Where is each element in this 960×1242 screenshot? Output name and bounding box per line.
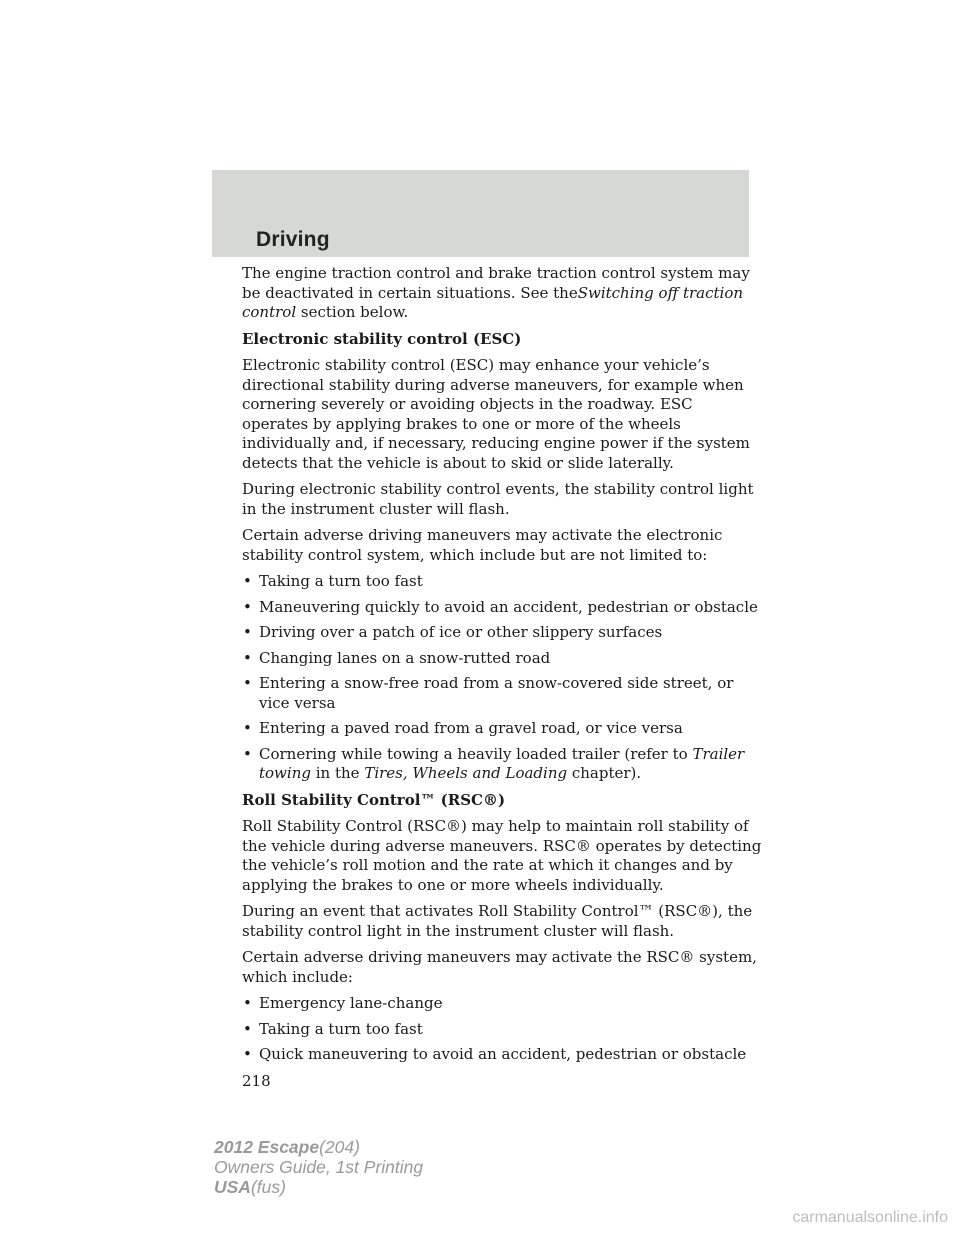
- trailer-towing-reference: Trailer towing: [259, 744, 745, 782]
- page-content: [242, 264, 762, 1091]
- esc-paragraph-3: Certain adverse driving maneuvers may activate the electronic stability control system, which include but are not limited to:: [242, 526, 723, 564]
- footer-market: USA: [214, 1177, 251, 1197]
- footer-model-code: (204): [319, 1137, 360, 1157]
- footer-line-3: [214, 1177, 423, 1197]
- footer-line-1: [214, 1137, 423, 1157]
- switching-off-reference: Switching off traction control: [242, 283, 744, 321]
- rsc-heading: Roll Stability Control™ (RSC®): [242, 790, 506, 809]
- rsc-paragraph-1: Roll Stability Control (RSC®) may help to maintain roll stability of the vehicle during adverse maneuvers. RSC® operates by detecting the vehicle’s roll motion and the rate at which it changes and by applying the brakes to one or more wheels individually.: [242, 817, 762, 894]
- intro-text-end: section below.: [300, 303, 409, 321]
- esc-heading: Electronic stability control (ESC): [242, 329, 522, 348]
- list-item: • Quick maneuvering to avoid an accident, pedestrian or obstacle: [242, 1045, 762, 1065]
- esc-paragraph-1: Electronic stability control (ESC) may enhance your vehicle’s directional stability during adverse maneuvers, for example when cornering severely or avoiding objects in the roadway. ESC operates by applying brakes to one or more of the wheels individually and, if necessary, reducing engine power if the system detects that the vehicle is about to skid or slide laterally.: [242, 356, 750, 472]
- rsc-paragraph-3: Certain adverse driving maneuvers may activate the RSC® system, which include:: [242, 948, 757, 986]
- intro-text: The engine traction control and brake traction control system may be deactivated in certain situations. See the: [242, 264, 750, 302]
- list-item: • Taking a turn too fast: [242, 572, 762, 592]
- esc-bullet-list: [242, 572, 762, 784]
- list-item: [242, 745, 762, 784]
- rsc-bullet-list: [242, 994, 762, 1065]
- list-item: • Entering a paved road from a gravel road, or vice versa: [242, 719, 762, 739]
- footer-model: 2012 Escape: [214, 1137, 320, 1157]
- list-item: • Entering a snow-free road from a snow-covered side street, or vice versa: [242, 674, 762, 713]
- list-item: • Maneuvering quickly to avoid an accident, pedestrian or obstacle: [242, 598, 762, 618]
- esc-paragraph-2: During electronic stability control events, the stability control light in the instrument cluster will flash.: [242, 480, 754, 518]
- intro-paragraph: [242, 264, 762, 323]
- footer-market-code: (fus): [250, 1177, 286, 1197]
- list-item-text: chapter).: [571, 764, 642, 782]
- footer-line-2: Owners Guide, 1st Printing: [214, 1157, 424, 1177]
- list-item: • Taking a turn too fast: [242, 1020, 762, 1040]
- rsc-paragraph-2: During an event that activates Roll Stability Control™ (RSC®), the stability control light in the instrument cluster will flash.: [242, 902, 753, 940]
- print-footer: [214, 1137, 423, 1197]
- watermark-link[interactable]: carmanualsonline.info: [792, 1209, 948, 1226]
- tires-chapter-reference: Tires, Wheels and Loading: [364, 764, 568, 782]
- section-header-band: [212, 170, 749, 257]
- list-item: • Driving over a patch of ice or other slippery surfaces: [242, 623, 762, 643]
- list-item-text: in the: [315, 764, 360, 782]
- list-item: • Emergency lane-change: [242, 994, 762, 1014]
- section-title: Driving: [256, 228, 330, 251]
- list-item-text: Cornering while towing a heavily loaded trailer (refer to: [259, 744, 688, 763]
- list-item: • Changing lanes on a snow-rutted road: [242, 649, 762, 669]
- page-number: 218: [242, 1071, 271, 1090]
